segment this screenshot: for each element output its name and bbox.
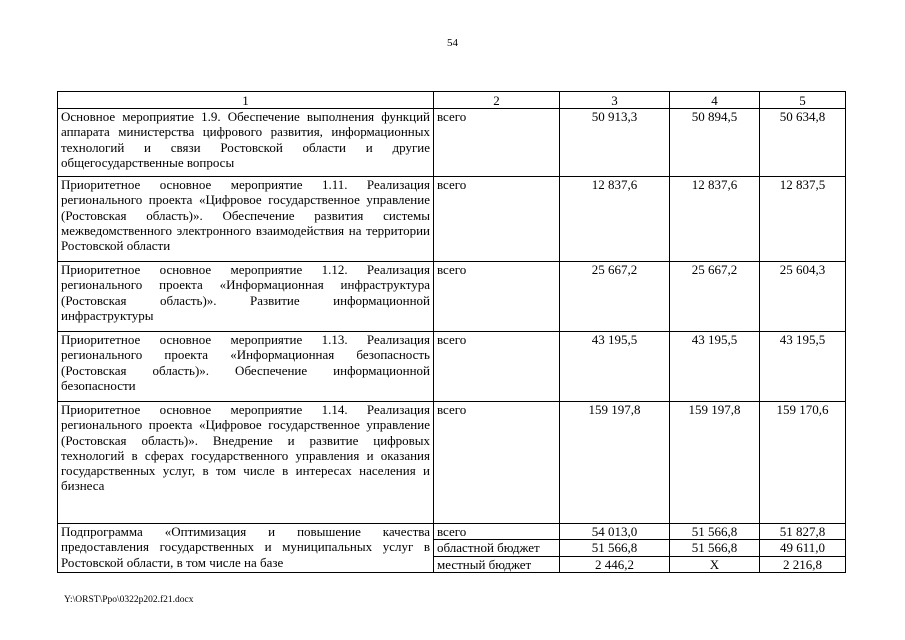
value-col-3: 51 566,8 — [560, 540, 670, 556]
value-col-4: 159 197,8 — [670, 402, 760, 524]
value-col-3: 12 837,6 — [560, 177, 670, 262]
table-row — [58, 177, 846, 262]
table-row — [58, 524, 846, 540]
row-description: Приоритетное основное мероприятие 1.14. Реализация регионального проекта «Цифровое государственное управление (Ростовская область)». Внедрение и развитие цифровых технологий в сферах государственного управления и оказания государственных услуг, в том числе в интересах населения и бизнеса — [58, 402, 434, 524]
value-col-5: 12 837,5 — [760, 177, 846, 262]
value-col-5: 2 216,8 — [760, 556, 846, 572]
header-col-5: 5 — [760, 92, 846, 109]
value-col-4: 51 566,8 — [670, 524, 760, 540]
value-col-4: Х — [670, 556, 760, 572]
table-row — [58, 332, 846, 402]
row-description: Приоритетное основное мероприятие 1.11. Реализация регионального проекта «Цифровое государственное управление (Ростовская область)». Обеспечение развития системы межведомственного электронного взаимодействия на территории Ростовской области — [58, 177, 434, 262]
table-row — [58, 262, 846, 332]
row-description: Основное мероприятие 1.9. Обеспечение выполнения функций аппарата министерства цифрового развития, информационных технологий и связи Ростовской области и другие общегосударственные вопросы — [58, 109, 434, 177]
funding-source: всего — [434, 524, 560, 540]
value-col-5: 49 611,0 — [760, 540, 846, 556]
row-description: Приоритетное основное мероприятие 1.13. Реализация регионального проекта «Информационная безопасность (Ростовская область)». Обеспечение информационной безопасности — [58, 332, 434, 402]
funding-source: местный бюджет — [434, 556, 560, 572]
funding-source: областной бюджет — [434, 540, 560, 556]
value-col-5: 50 634,8 — [760, 109, 846, 177]
header-row — [58, 92, 846, 109]
value-col-4: 43 195,5 — [670, 332, 760, 402]
table-row — [58, 402, 846, 524]
row-description: Подпрограмма «Оптимизация и повышение качества предоставления государственных и муниципальных услуг в Ростовской области, в том числе на базе — [58, 524, 434, 573]
funding-source: всего — [434, 332, 560, 402]
header-col-2: 2 — [434, 92, 560, 109]
value-col-3: 54 013,0 — [560, 524, 670, 540]
funding-source: всего — [434, 109, 560, 177]
funding-source: всего — [434, 402, 560, 524]
funding-source: всего — [434, 262, 560, 332]
header-col-1: 1 — [58, 92, 434, 109]
value-col-4: 25 667,2 — [670, 262, 760, 332]
page-number: 54 — [447, 37, 458, 49]
funding-source: всего — [434, 177, 560, 262]
value-col-3: 50 913,3 — [560, 109, 670, 177]
header-col-4: 4 — [670, 92, 760, 109]
value-col-4: 12 837,6 — [670, 177, 760, 262]
footer-file-path: Y:\ORST\Ppo\0322p202.f21.docx — [64, 595, 194, 605]
budget-table — [57, 91, 846, 573]
value-col-3: 159 197,8 — [560, 402, 670, 524]
value-col-5: 43 195,5 — [760, 332, 846, 402]
value-col-3: 43 195,5 — [560, 332, 670, 402]
value-col-5: 51 827,8 — [760, 524, 846, 540]
header-col-3: 3 — [560, 92, 670, 109]
value-col-4: 50 894,5 — [670, 109, 760, 177]
table-row — [58, 109, 846, 177]
value-col-3: 25 667,2 — [560, 262, 670, 332]
value-col-4: 51 566,8 — [670, 540, 760, 556]
row-description: Приоритетное основное мероприятие 1.12. Реализация регионального проекта «Информационная инфраструктура (Ростовская область)». Развитие информационной инфраструктуры — [58, 262, 434, 332]
value-col-3: 2 446,2 — [560, 556, 670, 572]
value-col-5: 25 604,3 — [760, 262, 846, 332]
value-col-5: 159 170,6 — [760, 402, 846, 524]
